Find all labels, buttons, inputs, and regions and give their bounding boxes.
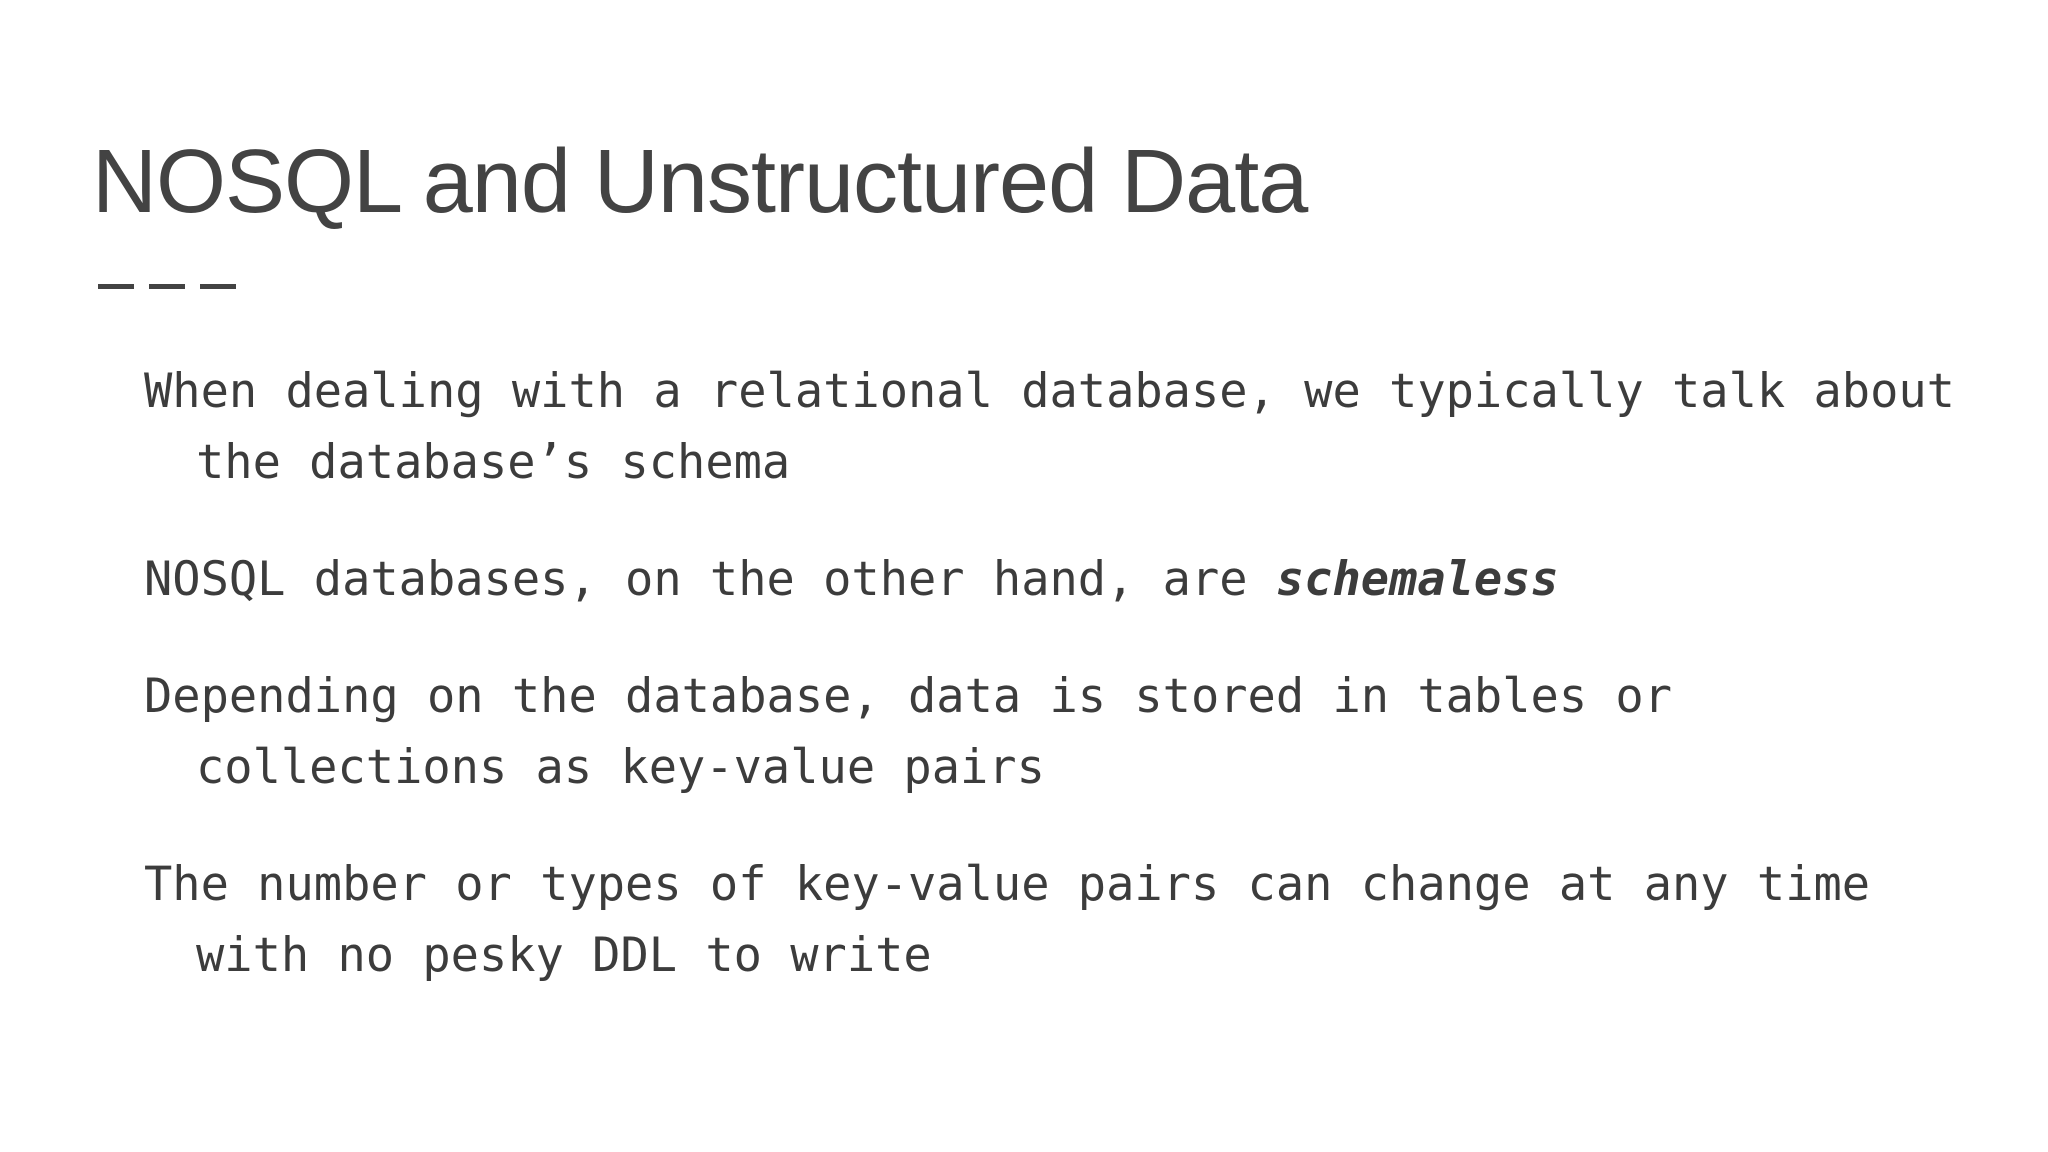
- slide-title: NOSQL and Unstructured Data: [92, 132, 1308, 232]
- paragraph-text: Depending on the database, data is stored in tables or collections as key-value pairs: [144, 669, 1673, 795]
- paragraph-key-value: [144, 849, 2004, 991]
- paragraph-schema: [144, 356, 2004, 498]
- paragraph-text: When dealing with a relational database, we typically talk about the database’s schema: [144, 364, 1955, 490]
- paragraph-text: NOSQL databases, on the other hand, are: [144, 552, 1276, 607]
- emphasized-term: schemaless: [1275, 552, 1559, 607]
- slide-body: [144, 356, 2004, 1037]
- paragraph-text: The number or types of key-value pairs can change at any time with no pesky DDL to write: [144, 857, 1871, 983]
- paragraph-storage: [144, 661, 2004, 803]
- title-divider: [98, 284, 236, 289]
- paragraph-schemaless: [144, 544, 2004, 615]
